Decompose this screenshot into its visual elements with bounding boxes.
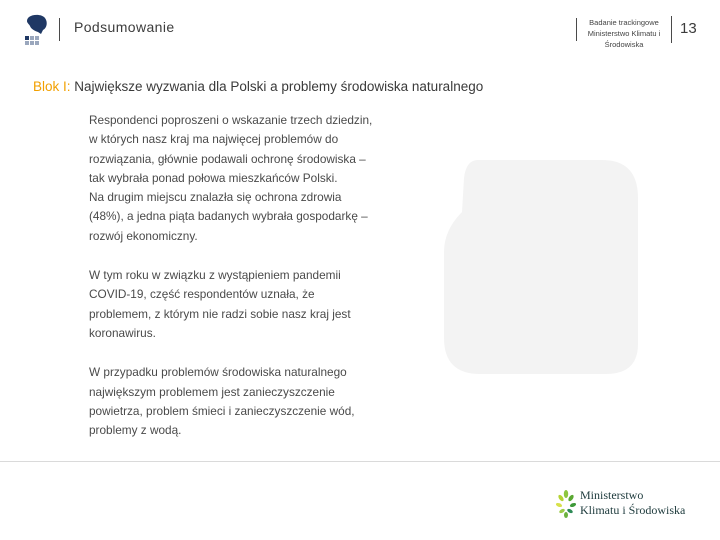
text-line: W tym roku w związku z wystąpieniem pandemii xyxy=(89,268,341,283)
text-line: (48%), a jedna piąta badanych wybrała gospodarkę – xyxy=(89,209,368,224)
text-line: Na drugim miejscu znalazła się ochrona zdrowia xyxy=(89,190,342,205)
footer-divider xyxy=(0,461,720,462)
section-title: Podsumowanie xyxy=(74,19,175,35)
block-heading xyxy=(33,79,483,94)
text-line: największym problemem jest zanieczyszczenie xyxy=(89,384,335,399)
ministry-name-line2: Klimatu i Środowiska xyxy=(580,503,686,517)
header-divider-left xyxy=(59,18,60,41)
text-line: problemy z wodą. xyxy=(89,423,182,438)
ministry-name xyxy=(580,488,685,518)
text-line: Respondenci poproszeni o wskazanie trzech dziedzin, xyxy=(89,113,373,127)
header-divider-study xyxy=(576,18,577,41)
page-number: 13 xyxy=(680,20,697,37)
paragraph-environment xyxy=(89,111,409,246)
ministry-name-line1: Ministerstwo xyxy=(580,488,644,502)
text-line: COVID-19, część respondentów uznała, że xyxy=(89,287,315,302)
header-divider-page xyxy=(671,16,672,43)
block-label: Blok I: xyxy=(33,79,71,94)
paragraph-pollution xyxy=(89,363,409,440)
block-title: Największe wyzwania dla Polski a problemy środowiska naturalnego xyxy=(74,79,484,94)
text-line: koronawirus. xyxy=(89,325,156,340)
text-line: w których nasz kraj ma najwięcej problemów do xyxy=(89,132,339,147)
company-logo-icon xyxy=(24,14,48,46)
text-line: rozwój ekonomiczny. xyxy=(89,228,198,243)
study-label: Badanie trackingowe Ministerstwo Klimatu i Środowiska xyxy=(587,18,661,49)
summary-text xyxy=(89,111,409,460)
text-line: rozwiązania, głównie podawali ochronę środowiska – xyxy=(89,151,366,166)
ministry-leaf-logo-icon xyxy=(556,489,576,519)
paragraph-pandemic xyxy=(89,266,409,343)
text-line: W przypadku problemów środowiska naturalnego xyxy=(89,365,347,380)
text-line: tak wybrała ponad połowa mieszkańców Polski. xyxy=(89,170,338,185)
text-line: powietrza, problem śmieci i zanieczyszczenie wód, xyxy=(89,403,355,418)
text-line: problemem, z którym nie radzi sobie nasz kraj jest xyxy=(89,306,351,321)
decorative-background-shape xyxy=(440,148,640,378)
